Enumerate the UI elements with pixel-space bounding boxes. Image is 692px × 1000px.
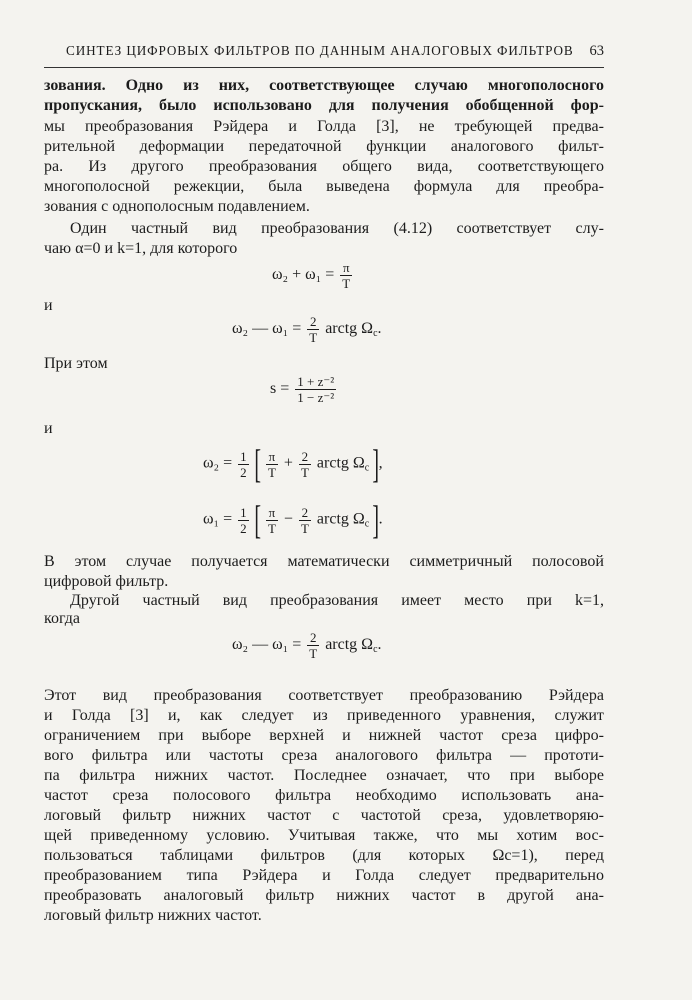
text-line: ограничением при выборе верхней и нижней частот среза цифро-	[44, 727, 604, 744]
text-line: щей приведенному условию. Учитывая также, что мы хотим вос-	[44, 827, 604, 844]
text-line: зования. Одно из них, соответствующее случаю многополосного	[44, 77, 604, 94]
text-line: когда	[44, 610, 80, 627]
right-bracket: ]	[372, 497, 380, 542]
formula-omega-2: ω₂ = $\frac{1}{2}$ [ $\frac{\pi}{T}$ + $\frac{2}{T}$ arctg $\Omega_c$ ],	[203, 441, 383, 486]
header-rule	[44, 67, 604, 68]
text-line: Этот вид преобразования соответствует преобразованию Рэйдера	[44, 687, 604, 704]
fraction: $\frac{2}{T}$	[300, 504, 309, 536]
left-bracket: [	[253, 441, 261, 486]
formula-omega-1: ω₁ = $\frac{1}{2}$ [ $\frac{\pi}{T}$ − $\frac{2}{T}$ arctg $\Omega_c$ ].	[203, 497, 383, 542]
text-line: рительной деформации передаточной функции аналогового фильт-	[44, 138, 604, 155]
fraction: $\frac{\pi}{T}$	[342, 260, 351, 291]
page-number: 63	[589, 43, 604, 59]
running-title: СИНТЕЗ ЦИФРОВЫХ ФИЛЬТРОВ ПО ДАННЫМ АНАЛОГОВЫХ ФИЛЬТРОВ	[66, 43, 574, 58]
text-line: вого фильтра или частоты среза аналогового фильтра — прототи-	[44, 747, 604, 764]
text-line: многополосной режекции, была выведена формула для преобра-	[44, 178, 604, 195]
text-line: чаю α=0 и k=1, для которого	[44, 240, 238, 257]
text-line: пользоваться таблицами фильтров (для которых Ωc=1), перед	[44, 847, 604, 864]
fraction: $\frac{\pi}{T}$	[267, 448, 276, 480]
fraction: $\frac{2}{T}$	[309, 630, 318, 661]
phrase-pri-etom: При этом	[44, 355, 108, 372]
text-line: зования с однополосным подавлением.	[44, 198, 310, 215]
fraction: $\frac{1}{2}$	[240, 504, 247, 536]
text-line: Один частный вид преобразования (4.12) соответствует слу-	[70, 220, 604, 237]
formula-s-transform: s = $\frac{\text{1 + z⁻²}}{\text{1 − z⁻²}}$	[270, 374, 335, 405]
text-line: ра. Из другого преобразования общего вида, соответствующего	[44, 158, 604, 175]
fraction: $\frac{\pi}{T}$	[267, 504, 276, 536]
formula-omega-diff: ω₂ — ω₁ = $\frac{2}{T}$ arctg $\Omega_c$.	[232, 314, 382, 345]
text-line: и Голда [3] и, как следует из приведенного уравнения, служит	[44, 707, 604, 724]
fraction: $\frac{1}{2}$	[240, 448, 247, 480]
fraction: $\frac{\text{1 + z⁻²}}{\text{1 − z⁻²}}$	[297, 374, 335, 405]
text-line: преобразовать аналоговый фильтр нижних частот в другой ана-	[44, 887, 604, 904]
running-header	[44, 43, 604, 63]
formula-omega-diff-2: ω₂ — ω₁ = $\frac{2}{T}$ arctg $\Omega_c$.	[232, 630, 382, 661]
text-line: логовый фильтр нижних частот с частотой среза, удовлетворяю-	[44, 807, 604, 824]
text-line: мы преобразования Рэйдера и Голда [3], не требующей предва-	[44, 118, 604, 135]
text-line: Другой частный вид преобразования имеет место при k=1,	[70, 592, 604, 609]
formula-omega-sum: ω₂ + ω₁ = $\frac{\pi}{T}$	[272, 260, 351, 291]
right-bracket: ]	[372, 441, 380, 486]
text-line: пропускания, было использовано для получения обобщенной фор-	[44, 97, 604, 114]
text-line: преобразованием типа Рэйдера и Голда следует предварительно	[44, 867, 604, 884]
text-line: логовый фильтр нижних частот.	[44, 907, 262, 924]
conjunction-and: и	[44, 420, 53, 437]
text-line: цифровой фильтр.	[44, 573, 169, 590]
left-bracket: [	[253, 497, 261, 542]
conjunction-and: и	[44, 297, 53, 314]
fraction: $\frac{2}{T}$	[300, 448, 309, 480]
text-line: па фильтра нижних частот. Последнее означает, что при выборе	[44, 767, 604, 784]
text-line: В этом случае получается математически симметричный полосовой	[44, 553, 604, 570]
fraction: $\frac{2}{T}$	[309, 314, 318, 345]
text-line: частот среза полосового фильтра необходимо использовать ана-	[44, 787, 604, 804]
